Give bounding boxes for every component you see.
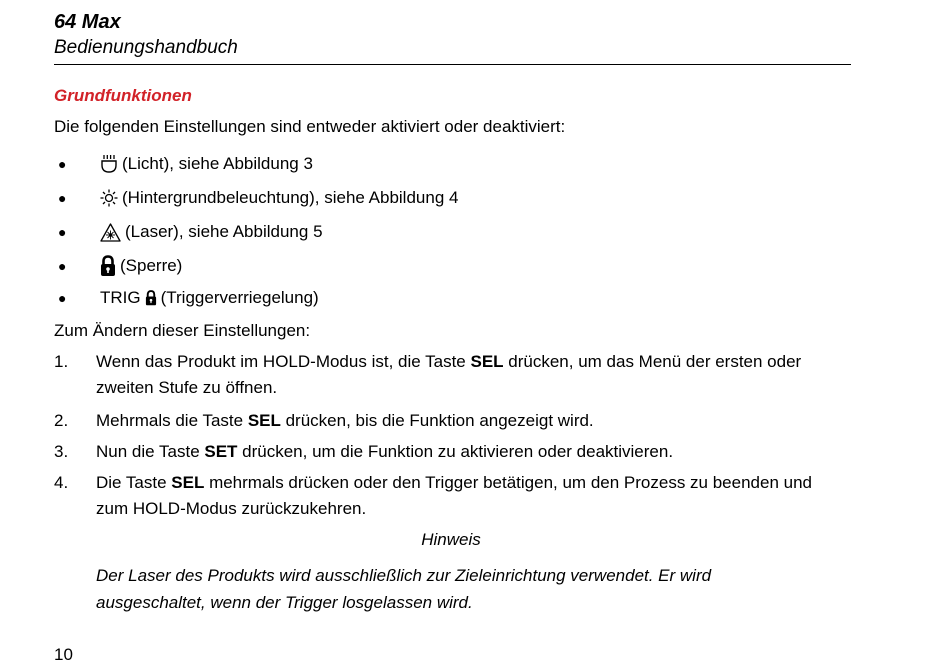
step-text-before: Mehrmals die Taste — [96, 411, 248, 430]
note-text: Der Laser des Produkts wird ausschließlich zur Zieleinrichtung verwendet. Er wird ausgeschaltet, wenn der Trigger losgelassen wird. — [96, 566, 712, 612]
bullet-dot: ● — [58, 258, 67, 274]
lock-icon — [100, 255, 116, 277]
bullet-text: (Laser), siehe Abbildung 5 — [125, 222, 323, 241]
backlight-icon — [100, 189, 118, 207]
page-number: 10 — [54, 645, 73, 664]
document-title: 64 Max — [54, 11, 121, 33]
bullet-dot: ● — [58, 156, 67, 172]
step-text-after: mehrmals drücken oder den Trigger betätigen, um den Prozess zu beenden und zum HOLD-Modus zurückzukehren. — [96, 473, 812, 518]
bullet-dot: ● — [58, 224, 67, 240]
list-item — [54, 222, 323, 242]
list-item — [54, 154, 313, 174]
bullet-dot: ● — [58, 290, 67, 306]
list-item — [54, 288, 319, 308]
step-text — [96, 439, 816, 465]
section-heading: Grundfunktionen — [54, 86, 192, 105]
document-subtitle: Bedienungshandbuch — [54, 37, 238, 58]
list-item — [54, 188, 458, 208]
bullet-text: (Hintergrundbeleuchtung), siehe Abbildung 4 — [122, 188, 459, 207]
key-name: SEL — [171, 473, 205, 492]
step-text-after: drücken, bis die Funktion angezeigt wird. — [280, 411, 594, 430]
list-item — [54, 255, 182, 277]
section-intro: Die folgenden Einstellungen sind entweder aktiviert oder deaktiviert: — [54, 117, 566, 136]
step-number: 2. — [54, 411, 69, 430]
step-number: 3. — [54, 442, 69, 461]
lock-icon — [145, 290, 157, 306]
step-item — [54, 349, 834, 403]
step-item — [54, 439, 834, 465]
step-text-before: Nun die Taste — [96, 442, 205, 461]
step-text-before: Wenn das Produkt im HOLD-Modus ist, die Taste — [96, 352, 471, 371]
bullet-prefix: TRIG — [100, 288, 141, 307]
step-text-after: drücken, um die Funktion zu aktivieren oder deaktivieren. — [237, 442, 674, 461]
step-text-after: drücken, um das Menü der ersten oder zweiten Stufe zu öffnen. — [96, 352, 802, 397]
bullet-text: (Triggerverriegelung) — [160, 288, 319, 307]
light-icon — [100, 154, 118, 174]
bullet-text: (Licht), siehe Abbildung 3 — [122, 154, 313, 173]
change-intro: Zum Ändern dieser Einstellungen: — [54, 321, 311, 340]
step-item — [54, 470, 834, 524]
key-name: SET — [204, 442, 238, 461]
step-text-before: Die Taste — [96, 473, 172, 492]
laser-warning-icon — [100, 223, 121, 242]
step-item — [54, 408, 834, 434]
step-text — [96, 408, 816, 434]
header-divider — [54, 64, 851, 65]
step-text — [96, 349, 816, 401]
key-name: SEL — [470, 352, 504, 371]
step-text — [96, 470, 816, 522]
bullet-text: (Sperre) — [120, 256, 183, 275]
bullet-dot: ● — [58, 190, 67, 206]
note-heading: Hinweis — [421, 530, 481, 549]
key-name: SEL — [247, 411, 281, 430]
step-number: 1. — [54, 352, 69, 371]
step-number: 4. — [54, 473, 69, 492]
